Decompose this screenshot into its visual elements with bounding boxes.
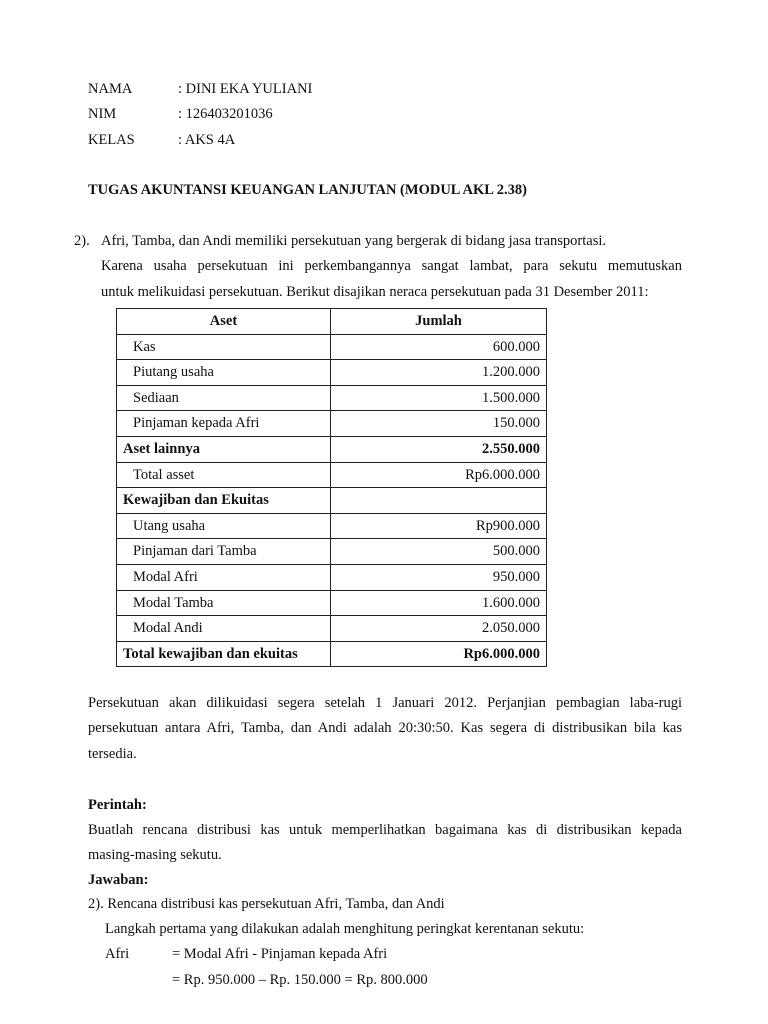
table-row <box>117 641 547 667</box>
table-row <box>117 539 547 565</box>
table-row <box>117 488 547 514</box>
table-row <box>117 436 547 462</box>
problem-line-2: Karena usaha persekutuan ini perkembangannya sangat lambat, para sekutu memutuskan <box>101 258 682 274</box>
row-value: 950.000 <box>331 564 547 590</box>
header-aset: Aset <box>117 309 331 335</box>
row-label: Pinjaman kepada Afri <box>117 411 331 437</box>
row-label: Total kewajiban dan ekuitas <box>117 641 331 667</box>
nim-value: : 126403201036 <box>178 106 273 122</box>
row-value: Rp6.000.000 <box>331 641 547 667</box>
row-label: Sediaan <box>117 385 331 411</box>
document-title: TUGAS AKUNTANSI KEUANGAN LANJUTAN (MODUL AKL 2.38) <box>88 182 527 198</box>
kelas-value: : AKS 4A <box>178 132 236 148</box>
row-label: Modal Andi <box>117 616 331 642</box>
row-value: 2.550.000 <box>331 436 547 462</box>
table-row <box>117 360 547 386</box>
paragraph-line-2: persekutuan antara Afri, Tamba, dan Andi adalah 20:30:50. Kas segera di distribusikan bila kas <box>88 720 682 736</box>
jawaban-heading: Jawaban: <box>88 872 149 888</box>
table-row <box>117 411 547 437</box>
row-value: 600.000 <box>331 334 547 360</box>
paragraph-line-3: tersedia. <box>88 746 137 762</box>
row-label: Kas <box>117 334 331 360</box>
row-label: Modal Afri <box>117 564 331 590</box>
problem-line-3: untuk melikuidasi persekutuan. Berikut disajikan neraca persekutuan pada 31 Desember 2011: <box>101 284 649 300</box>
table-row <box>117 462 547 488</box>
jawaban-line-2: Langkah pertama yang dilakukan adalah menghitung peringkat kerentanan sekutu: <box>105 921 585 937</box>
row-value: 500.000 <box>331 539 547 565</box>
row-value: 1.500.000 <box>331 385 547 411</box>
perintah-line-1: Buatlah rencana distribusi kas untuk memperlihatkan bagaimana kas di distribusikan kepada <box>88 822 682 838</box>
problem-line-1: Afri, Tamba, dan Andi memiliki persekutuan yang bergerak di bidang jasa transportasi. <box>101 233 607 249</box>
row-label: Utang usaha <box>117 513 331 539</box>
row-label: Pinjaman dari Tamba <box>117 539 331 565</box>
table-row <box>117 513 547 539</box>
row-label: Aset lainnya <box>117 436 331 462</box>
paragraph-line-1: Persekutuan akan dilikuidasi segera setelah 1 Januari 2012. Perjanjian pembagian laba-rugi <box>88 695 682 711</box>
header-jumlah: Jumlah <box>331 309 547 335</box>
row-label: Modal Tamba <box>117 590 331 616</box>
row-label: Kewajiban dan Ekuitas <box>117 488 331 514</box>
calc-line-2: = Rp. 950.000 – Rp. 150.000 = Rp. 800.000 <box>172 972 428 988</box>
table-row <box>117 334 547 360</box>
table-row <box>117 385 547 411</box>
row-label: Total asset <box>117 462 331 488</box>
nama-label: NAMA <box>88 81 133 97</box>
row-value: 150.000 <box>331 411 547 437</box>
row-value: Rp900.000 <box>331 513 547 539</box>
table-row <box>117 590 547 616</box>
row-label: Piutang usaha <box>117 360 331 386</box>
row-value: Rp6.000.000 <box>331 462 547 488</box>
table-row <box>117 616 547 642</box>
jawaban-line-1: 2). Rencana distribusi kas persekutuan Afri, Tamba, dan Andi <box>88 896 445 912</box>
row-value: 1.200.000 <box>331 360 547 386</box>
nim-label: NIM <box>88 106 117 122</box>
balance-sheet-table <box>116 308 547 667</box>
table-row <box>117 564 547 590</box>
kelas-label: KELAS <box>88 132 135 148</box>
perintah-heading: Perintah: <box>88 797 147 813</box>
problem-number: 2). <box>74 233 90 249</box>
calc-line-1: = Modal Afri - Pinjaman kepada Afri <box>172 946 388 962</box>
row-value: 1.600.000 <box>331 590 547 616</box>
calc-name: Afri <box>105 946 130 962</box>
perintah-line-2: masing-masing sekutu. <box>88 847 222 863</box>
row-value <box>331 488 547 514</box>
nama-value: : DINI EKA YULIANI <box>178 81 313 97</box>
row-value: 2.050.000 <box>331 616 547 642</box>
table-header-row <box>117 309 547 335</box>
